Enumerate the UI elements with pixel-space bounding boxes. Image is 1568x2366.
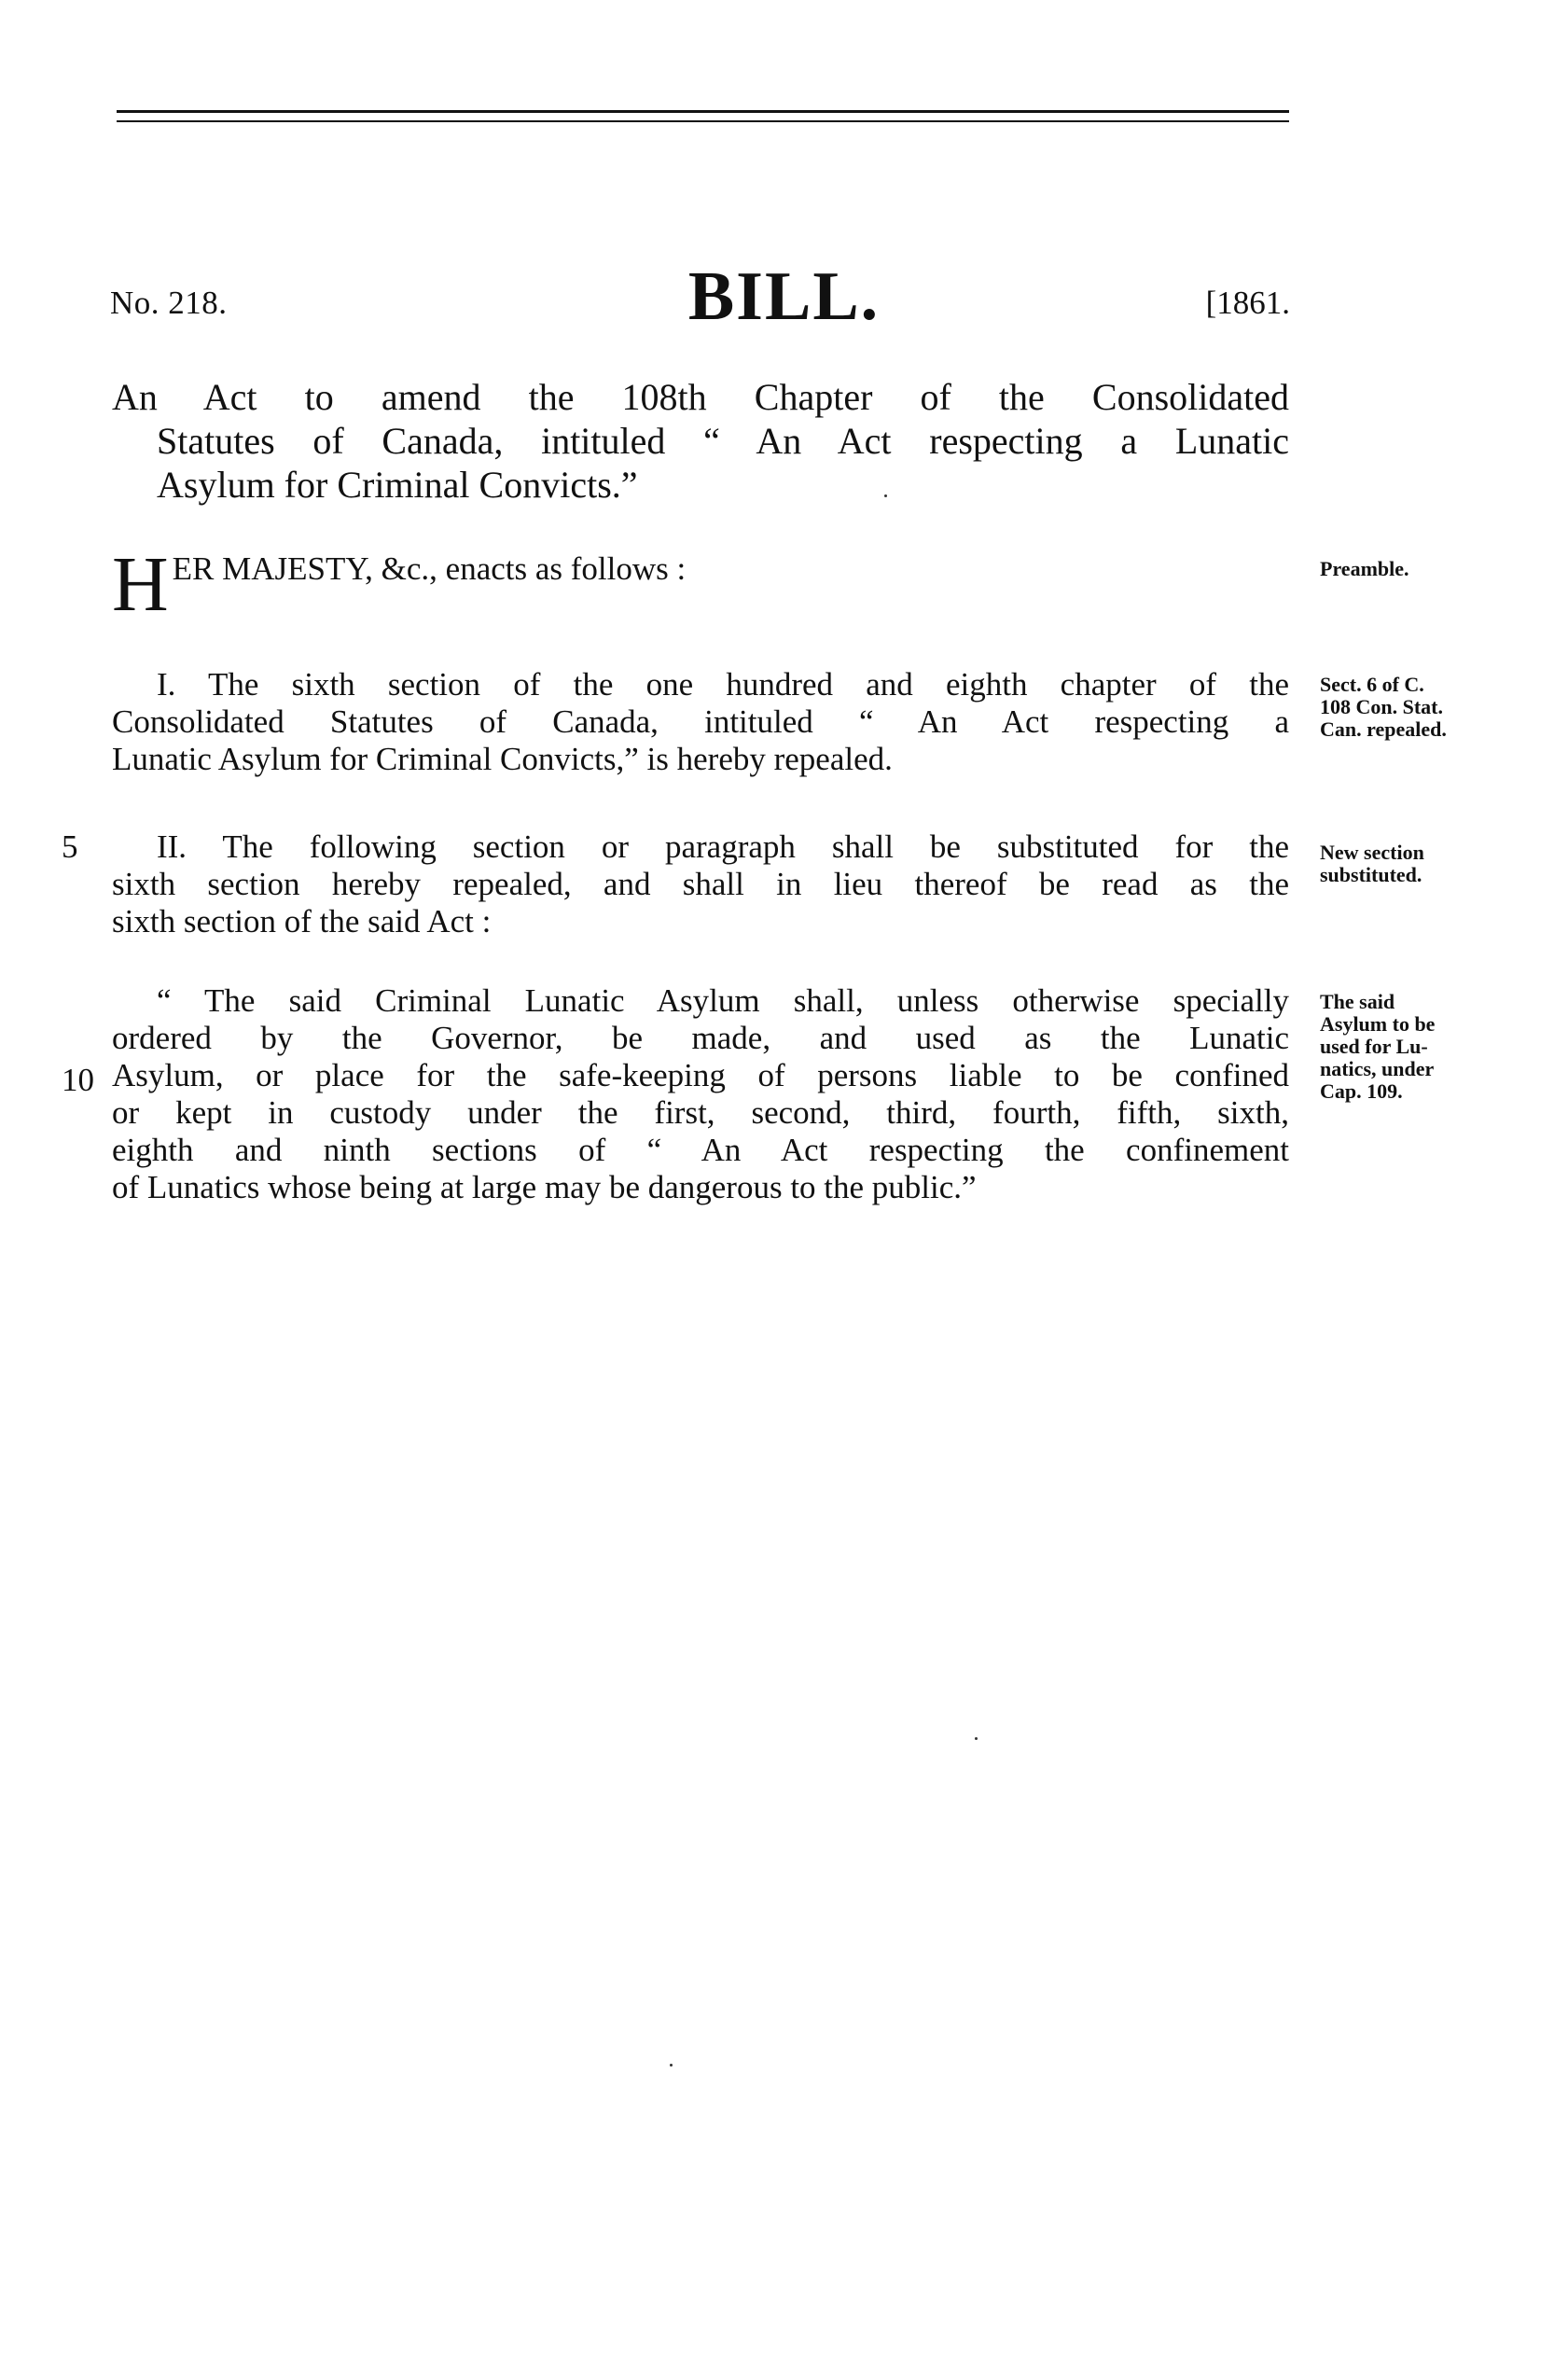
page-title: BILL. bbox=[687, 258, 881, 335]
act-title bbox=[112, 375, 1289, 507]
top-rule-thin bbox=[117, 120, 1289, 122]
margin-note-line: Cap. 109. bbox=[1320, 1079, 1403, 1103]
section-line: or kept in custody under the first, second, third, fourth, fifth, sixth, bbox=[112, 1094, 1289, 1131]
substituted-section bbox=[112, 982, 1289, 1206]
margin-note-line: substituted. bbox=[1320, 863, 1422, 886]
margin-note-section-1 bbox=[1320, 674, 1511, 741]
section-line: sixth section hereby repealed, and shall in lieu thereof be read as the bbox=[112, 866, 1289, 902]
act-title-line: An Act to amend the 108th Chapter of the Consolidated bbox=[112, 376, 1289, 418]
section-line: sixth section of the said Act : bbox=[112, 903, 492, 939]
section-1 bbox=[112, 666, 1289, 778]
margin-note-line: Preamble. bbox=[1320, 557, 1409, 580]
margin-note-line: Can. repealed. bbox=[1320, 717, 1447, 741]
section-line: Consolidated Statutes of Canada, intituled “ An Act respecting a bbox=[112, 703, 1289, 740]
scan-speck bbox=[975, 1737, 978, 1740]
margin-note-line: The said bbox=[1320, 990, 1395, 1013]
section-line: ordered by the Governor, be made, and used as the Lunatic bbox=[112, 1020, 1289, 1056]
drop-cap: H bbox=[112, 541, 169, 628]
bill-year: [1861. bbox=[1205, 285, 1290, 321]
margin-note-line: Asylum to be bbox=[1320, 1012, 1436, 1036]
top-rule bbox=[117, 110, 1289, 113]
section-line: I. The sixth section of the one hundred and eighth chapter of the bbox=[157, 666, 1289, 703]
margin-note-line: used for Lu- bbox=[1320, 1035, 1428, 1058]
scan-speck bbox=[670, 2064, 673, 2067]
section-line: II. The following section or paragraph shall be substituted for the bbox=[157, 828, 1289, 865]
margin-note-section-2 bbox=[1320, 842, 1511, 886]
section-2 bbox=[112, 828, 1289, 940]
preamble bbox=[112, 541, 1231, 628]
section-line: Lunatic Asylum for Criminal Convicts,” is hereby repealed. bbox=[112, 741, 893, 777]
preamble-text: ER MAJESTY, &c., enacts as follows : bbox=[172, 550, 687, 587]
line-number: 10 bbox=[62, 1062, 94, 1098]
scan-speck bbox=[884, 494, 887, 497]
act-title-line: Statutes of Canada, intituled “ An Act respecting a Lunatic bbox=[157, 420, 1289, 462]
bill-number: No. 218. bbox=[110, 285, 228, 321]
margin-note-line: 108 Con. Stat. bbox=[1320, 695, 1444, 718]
line-number: 5 bbox=[62, 828, 78, 865]
margin-note-line: New section bbox=[1320, 841, 1424, 864]
section-line: Asylum, or place for the safe-keeping of persons liable to be confined bbox=[112, 1057, 1289, 1093]
margin-note-section-3 bbox=[1320, 991, 1511, 1103]
section-line: of Lunatics whose being at large may be dangerous to the public.” bbox=[112, 1169, 977, 1205]
act-title-line: Asylum for Criminal Convicts.” bbox=[157, 464, 638, 506]
section-line: eighth and ninth sections of “ An Act respecting the confinement bbox=[112, 1132, 1289, 1168]
section-line: “ The said Criminal Lunatic Asylum shall, unless otherwise specially bbox=[157, 982, 1289, 1019]
margin-note-line: natics, under bbox=[1320, 1057, 1435, 1080]
margin-note-preamble bbox=[1320, 558, 1511, 580]
margin-note-line: Sect. 6 of C. bbox=[1320, 673, 1424, 696]
